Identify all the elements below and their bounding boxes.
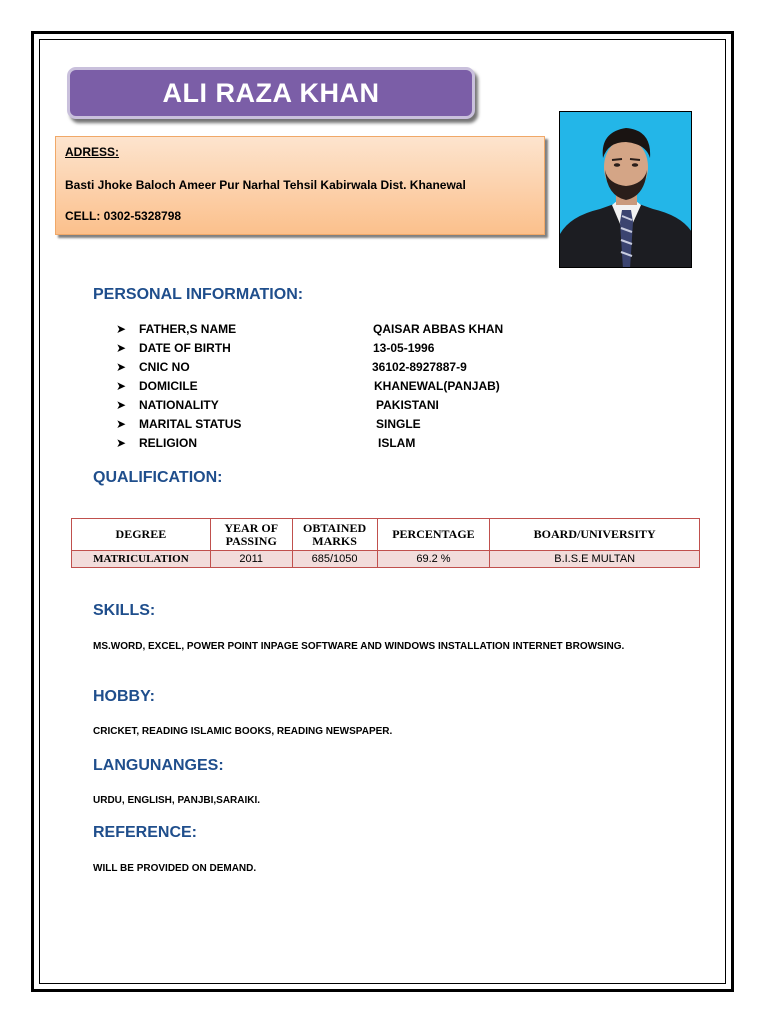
column-header: BOARD/UNIVERSITY: [490, 519, 700, 551]
info-key: MARITAL STATUS: [139, 417, 242, 431]
address-text: Basti Jhoke Baloch Ameer Pur Narhal Tehsil Kabirwala Dist. Khanewal: [65, 178, 466, 192]
column-header: OBTAINED MARKS: [292, 519, 377, 551]
info-value: ISLAM: [378, 436, 416, 450]
column-header: DEGREE: [72, 519, 211, 551]
skills-text: MS.WORD, EXCEL, POWER POINT INPAGE SOFTWARE AND WINDOWS INSTALLATION INTERNET BROWSING.: [93, 641, 625, 652]
address-label: ADRESS:: [65, 145, 120, 159]
profile-photo: [559, 111, 692, 268]
candidate-name: ALI RAZA KHAN: [162, 77, 380, 108]
arrow-bullet-icon: ➤: [116, 436, 127, 450]
address-box: [55, 136, 545, 235]
hobby-heading: HOBBY:: [93, 688, 155, 705]
arrow-bullet-icon: ➤: [116, 417, 127, 431]
qualification-heading: QUALIFICATION:: [93, 469, 223, 486]
table-header-row: [72, 519, 700, 551]
info-key: NATIONALITY: [139, 398, 219, 412]
info-key: FATHER,S NAME: [139, 322, 237, 336]
table-cell: 2011: [210, 551, 292, 568]
arrow-bullet-icon: ➤: [116, 379, 127, 393]
reference-text: WILL BE PROVIDED ON DEMAND.: [93, 863, 257, 874]
info-value: QAISAR ABBAS KHAN: [373, 322, 504, 336]
column-header: YEAR OF PASSING: [210, 519, 292, 551]
table-row: [72, 551, 700, 568]
table-cell: 685/1050: [292, 551, 377, 568]
arrow-bullet-icon: ➤: [116, 360, 127, 374]
reference-heading: REFERENCE:: [93, 824, 198, 841]
info-value: PAKISTANI: [376, 398, 439, 412]
info-key: RELIGION: [139, 436, 198, 450]
name-banner: [67, 67, 475, 119]
info-key: CNIC NO: [139, 360, 190, 374]
cell-number: CELL: 0302-5328798: [65, 209, 182, 223]
table-cell: MATRICULATION: [72, 551, 211, 568]
hobby-text: CRICKET, READING ISLAMIC BOOKS, READING NEWSPAPER.: [93, 726, 393, 737]
info-value: 36102-8927887-9: [372, 360, 467, 374]
arrow-bullet-icon: ➤: [116, 341, 127, 355]
info-value: SINGLE: [376, 417, 421, 431]
qualification-table: [71, 518, 700, 568]
languages-heading: LANGUNANGES:: [93, 757, 224, 774]
arrow-bullet-icon: ➤: [116, 398, 127, 412]
info-value: 13-05-1996: [373, 341, 435, 355]
info-value: KHANEWAL(PANJAB): [374, 379, 500, 393]
info-key: DATE OF BIRTH: [139, 341, 231, 355]
profile-photo-image: [560, 112, 692, 268]
arrow-bullet-icon: ➤: [116, 322, 127, 336]
info-key: DOMICILE: [139, 379, 198, 393]
table-cell: 69.2 %: [377, 551, 490, 568]
personal-info-heading: PERSONAL INFORMATION:: [93, 286, 304, 303]
skills-heading: SKILLS:: [93, 602, 156, 619]
languages-text: URDU, ENGLISH, PANJBI,SARAIKI.: [93, 795, 261, 806]
column-header: PERCENTAGE: [377, 519, 490, 551]
table-cell: B.I.S.E MULTAN: [490, 551, 700, 568]
